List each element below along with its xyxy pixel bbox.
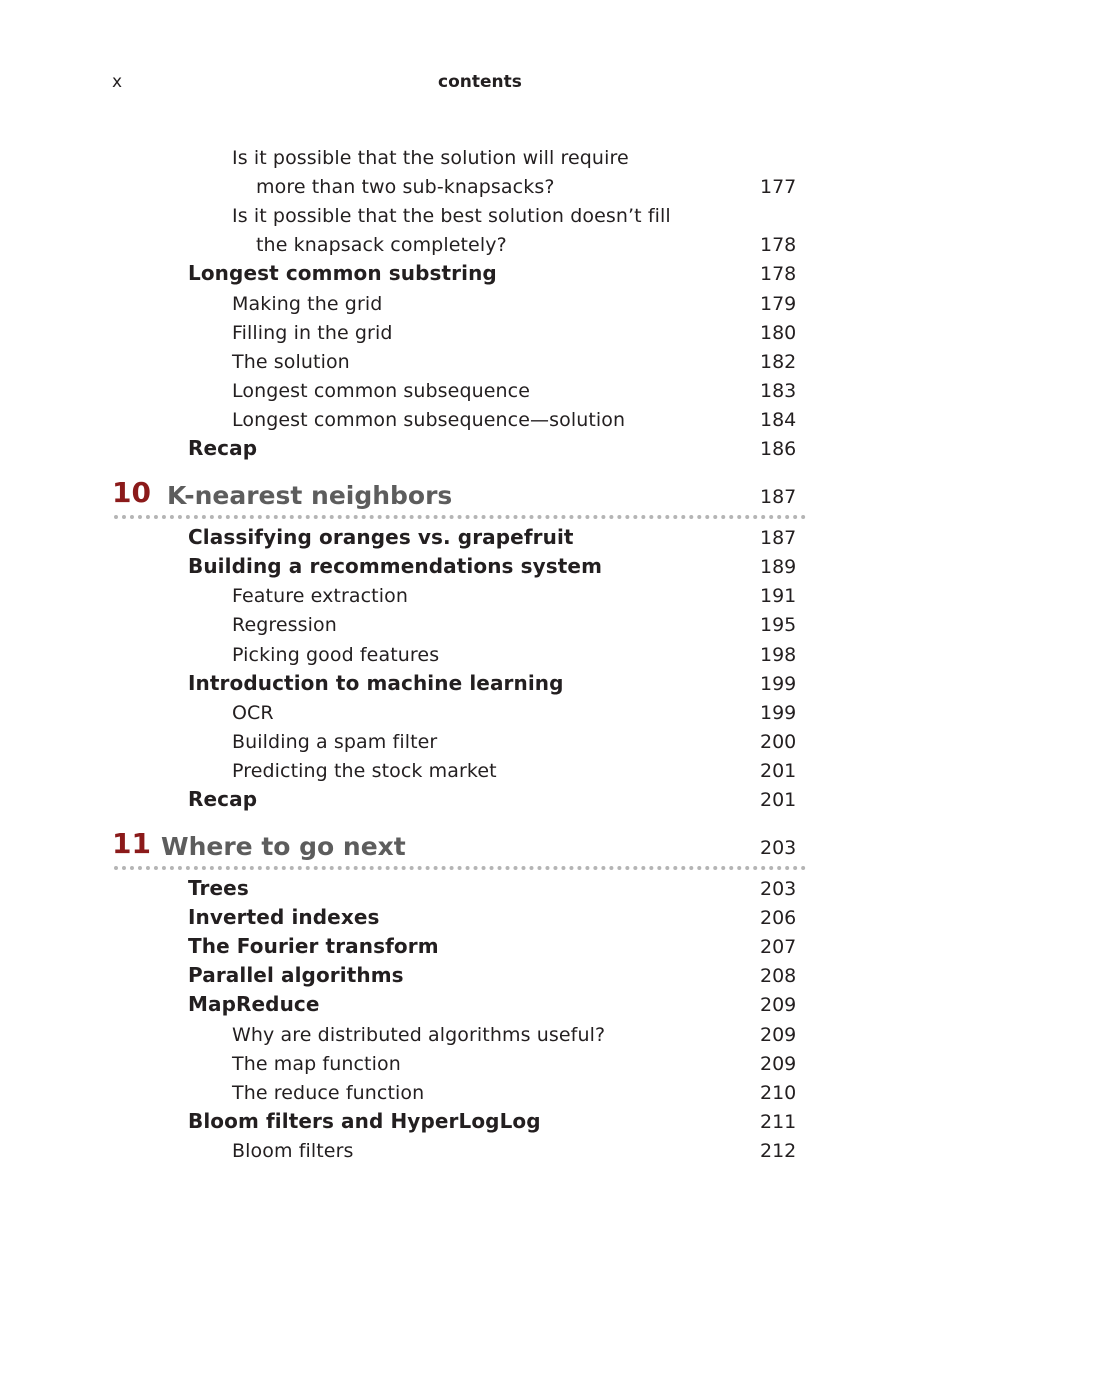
toc-subsection-entry bbox=[0, 1021, 1107, 1050]
toc-section-entry bbox=[0, 525, 1107, 554]
entry-page-number: 195 bbox=[760, 614, 797, 637]
toc-subsection-entry bbox=[0, 612, 1107, 641]
toc-section-entry bbox=[0, 261, 1107, 290]
entry-title: Picking good features bbox=[232, 643, 440, 666]
entry-page-number: 182 bbox=[760, 350, 797, 373]
toc-subsection-entry bbox=[0, 1138, 1107, 1167]
chapter-page-number: 187 bbox=[760, 486, 797, 509]
chapter-dotted-rule bbox=[114, 515, 806, 519]
entry-title: The Fourier transform bbox=[188, 934, 439, 959]
entry-title: Bloom filters and HyperLogLog bbox=[188, 1108, 541, 1133]
toc-subsection-entry bbox=[0, 758, 1107, 787]
toc-subsection-entry bbox=[0, 320, 1107, 349]
toc-subsection-entry bbox=[0, 349, 1107, 378]
toc-section-entry bbox=[0, 876, 1107, 905]
entry-title: Why are distributed algorithms useful? bbox=[232, 1023, 606, 1046]
entry-page-number: 210 bbox=[760, 1081, 797, 1104]
entry-page-number: 199 bbox=[760, 672, 797, 695]
toc-subsection-entry bbox=[0, 583, 1107, 612]
entry-page-number: 180 bbox=[760, 321, 797, 344]
entry-page-number: 191 bbox=[760, 585, 797, 608]
toc-subsection-entry bbox=[0, 174, 1107, 203]
entry-page-number: 207 bbox=[760, 936, 797, 959]
entry-title: Introduction to machine learning bbox=[188, 670, 564, 695]
toc-section-entry bbox=[0, 992, 1107, 1021]
entry-page-number: 178 bbox=[760, 234, 797, 257]
toc-section-entry bbox=[0, 554, 1107, 583]
entry-title: Longest common subsequence—solution bbox=[232, 408, 626, 431]
entry-page-number: 183 bbox=[760, 379, 797, 402]
entry-title: Is it possible that the solution will require bbox=[232, 147, 629, 170]
toc-section-entry bbox=[0, 905, 1107, 934]
entry-page-number: 206 bbox=[760, 907, 797, 930]
entry-title: Trees bbox=[188, 876, 249, 901]
entry-page-number: 208 bbox=[760, 965, 797, 988]
entry-page-number: 189 bbox=[760, 556, 797, 579]
entry-title: more than two sub-knapsacks? bbox=[256, 176, 555, 199]
entry-title: The reduce function bbox=[232, 1081, 425, 1104]
toc-chapter-heading bbox=[0, 816, 1107, 876]
entry-title: Recap bbox=[188, 436, 258, 461]
toc-chapter-heading bbox=[0, 465, 1107, 525]
entry-page-number: 201 bbox=[760, 788, 797, 811]
chapter-number: 10 bbox=[112, 476, 151, 510]
toc-subsection-entry bbox=[0, 729, 1107, 758]
toc-subsection-entry bbox=[0, 1080, 1107, 1109]
chapter-dotted-rule bbox=[114, 866, 806, 870]
entry-title: Making the grid bbox=[232, 292, 383, 315]
entry-page-number: 211 bbox=[760, 1110, 797, 1133]
entry-title: Regression bbox=[232, 614, 337, 637]
entry-page-number: 201 bbox=[760, 759, 797, 782]
chapter-page-number: 203 bbox=[760, 836, 797, 859]
entry-title: Is it possible that the best solution doesn’t fill bbox=[232, 205, 671, 228]
entry-page-number: 184 bbox=[760, 408, 797, 431]
toc-section-entry bbox=[0, 671, 1107, 700]
toc-subsection-entry bbox=[0, 1051, 1107, 1080]
entry-title: Bloom filters bbox=[232, 1139, 354, 1162]
toc-subsection-entry bbox=[0, 407, 1107, 436]
entry-page-number: 179 bbox=[760, 292, 797, 315]
toc-subsection-entry bbox=[0, 203, 1107, 232]
toc-section-entry bbox=[0, 934, 1107, 963]
entry-page-number: 187 bbox=[760, 527, 797, 550]
entry-title: Classifying oranges vs. grapefruit bbox=[188, 525, 574, 550]
toc-subsection-entry bbox=[0, 232, 1107, 261]
entry-page-number: 209 bbox=[760, 1052, 797, 1075]
entry-title: the knapsack completely? bbox=[256, 234, 507, 257]
page-number: x bbox=[112, 72, 123, 92]
entry-title: Filling in the grid bbox=[232, 321, 393, 344]
entry-title: Inverted indexes bbox=[188, 905, 380, 930]
toc-section-entry bbox=[0, 1109, 1107, 1138]
entry-page-number: 203 bbox=[760, 878, 797, 901]
entry-page-number: 198 bbox=[760, 643, 797, 666]
entry-page-number: 177 bbox=[760, 176, 797, 199]
page-header bbox=[0, 72, 1107, 96]
toc-subsection-entry bbox=[0, 378, 1107, 407]
entry-title: The solution bbox=[232, 350, 350, 373]
toc-subsection-entry bbox=[0, 145, 1107, 174]
table-of-contents bbox=[0, 145, 1107, 1167]
chapter-title: Where to go next bbox=[161, 831, 406, 861]
entry-page-number: 186 bbox=[760, 438, 797, 461]
entry-page-number: 209 bbox=[760, 1023, 797, 1046]
entry-page-number: 178 bbox=[760, 263, 797, 286]
chapter-title: K-nearest neighbors bbox=[167, 481, 453, 511]
entry-title: Predicting the stock market bbox=[232, 759, 497, 782]
entry-title: Building a spam filter bbox=[232, 730, 438, 753]
entry-title: MapReduce bbox=[188, 992, 320, 1017]
chapter-number: 11 bbox=[112, 826, 151, 860]
entry-title: Building a recommendations system bbox=[188, 554, 603, 579]
toc-section-entry bbox=[0, 436, 1107, 465]
toc-section-entry bbox=[0, 963, 1107, 992]
toc-subsection-entry bbox=[0, 290, 1107, 319]
entry-title: Recap bbox=[188, 786, 258, 811]
toc-subsection-entry bbox=[0, 641, 1107, 670]
entry-page-number: 209 bbox=[760, 994, 797, 1017]
entry-title: Parallel algorithms bbox=[188, 963, 404, 988]
entry-page-number: 200 bbox=[760, 730, 797, 753]
entry-title: Longest common subsequence bbox=[232, 379, 531, 402]
toc-section-entry bbox=[0, 787, 1107, 816]
entry-page-number: 199 bbox=[760, 701, 797, 724]
entry-title: OCR bbox=[232, 701, 274, 724]
running-title: contents bbox=[438, 72, 522, 92]
entry-title: Feature extraction bbox=[232, 585, 408, 608]
entry-title: The map function bbox=[232, 1052, 401, 1075]
entry-page-number: 212 bbox=[760, 1139, 797, 1162]
entry-title: Longest common substring bbox=[188, 261, 497, 286]
toc-subsection-entry bbox=[0, 700, 1107, 729]
